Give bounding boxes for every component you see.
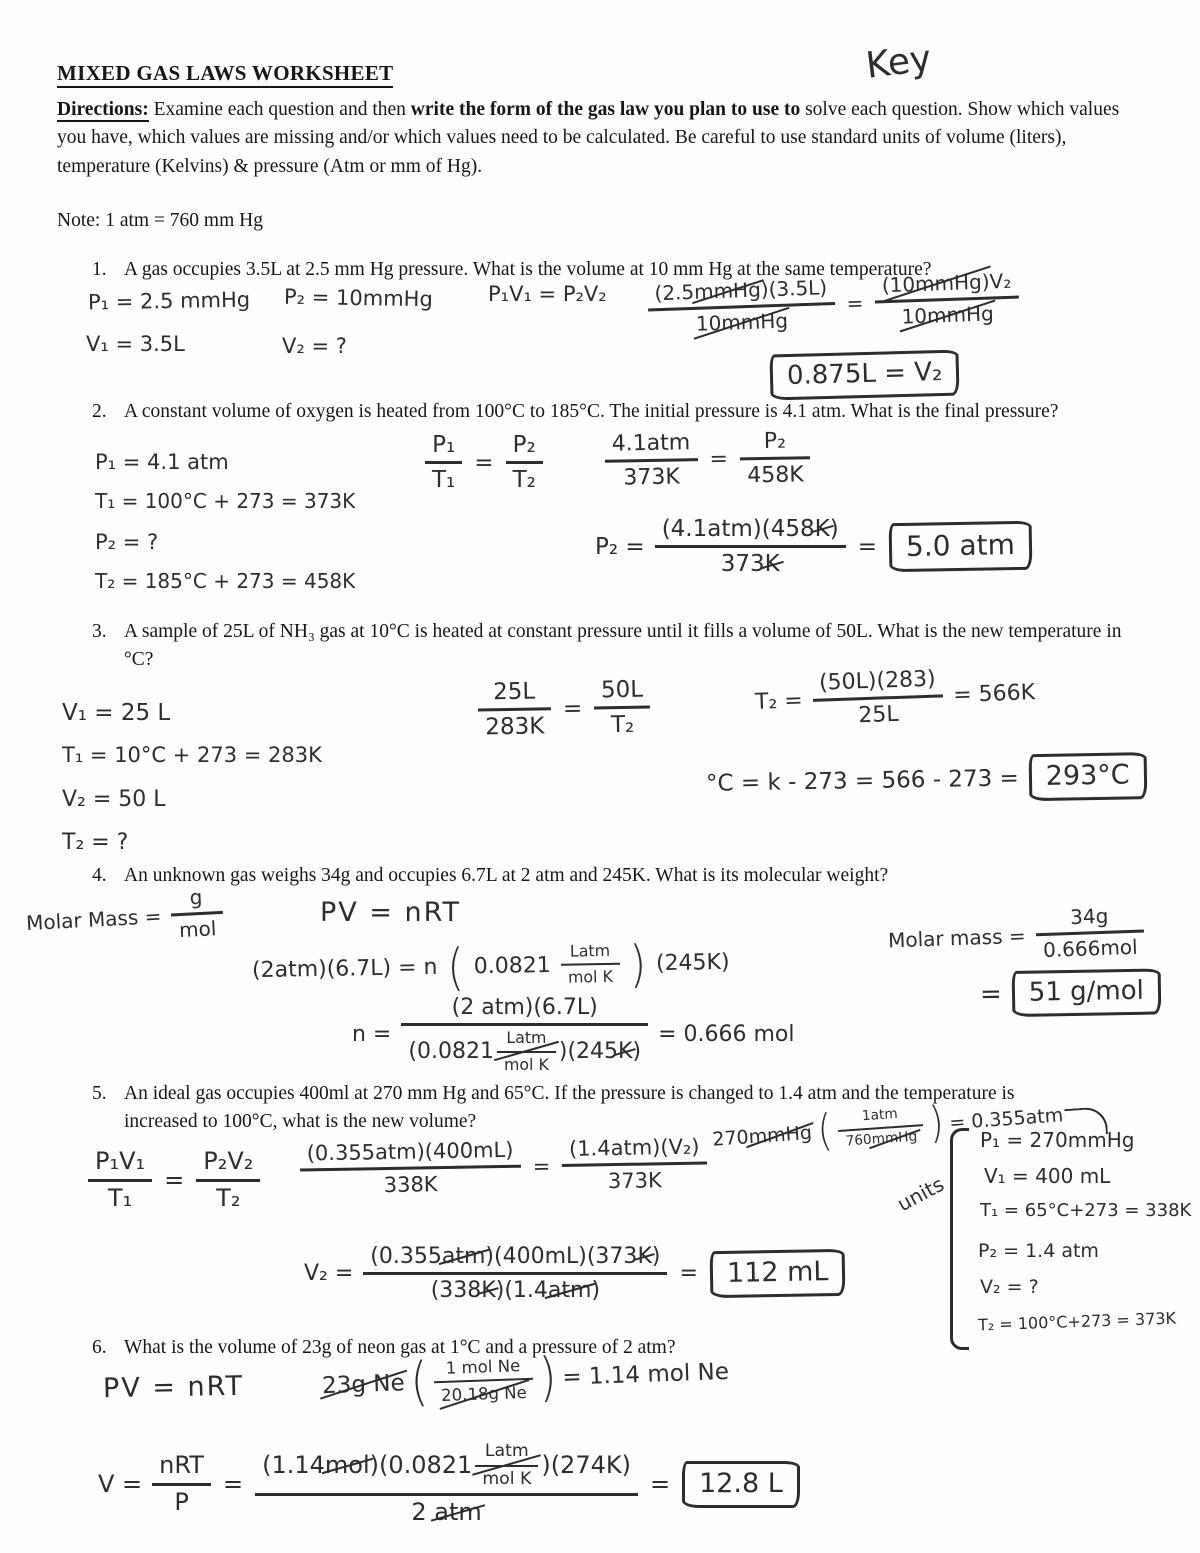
- q2-sub-d1: 373K: [623, 464, 680, 491]
- q6-v-den: P: [174, 1487, 189, 1516]
- q4-molar-mass-calc: [887, 904, 1145, 968]
- q1-sub-lhs-fraction: [647, 276, 835, 337]
- q1-rhs-v2: V₂: [989, 268, 1012, 294]
- q3-substitution: [477, 677, 650, 742]
- q2-given-p2: P₂ = ?: [95, 530, 159, 554]
- q5-solve-d1: (338: [430, 1278, 482, 1304]
- q3-given-t2: T₂ = ?: [62, 830, 129, 855]
- q6-text: What is the volume of 23g of neon gas at 1°C and a pressure of 2 atm?: [124, 1337, 676, 1358]
- q4-answer: 51 g/mol: [1028, 975, 1145, 1008]
- q2-sub-equals: =: [709, 446, 729, 473]
- question-2: [92, 398, 1114, 426]
- q1-substitution: [647, 270, 1020, 338]
- q2-solve-num-close: ): [829, 516, 839, 542]
- q5-sub-n2: (1.4atm)(V₂): [562, 1134, 707, 1167]
- q4-sub-lhs: (2atm)(6.7L) = n: [251, 954, 438, 983]
- q4-molar-label: Molar Mass =: [25, 903, 162, 935]
- q1-given-v2: V₂ = ?: [282, 334, 347, 358]
- q6-v-lhs: V =: [98, 1470, 143, 1499]
- q3-solve-den: 25L: [858, 702, 900, 729]
- q4-n-den-unit-num: Latm: [497, 1029, 556, 1052]
- q5-unit-t2: T₂ = 100°C+273 = 373K: [977, 1308, 1177, 1335]
- q2-sub-n2: P₂: [739, 428, 810, 461]
- q1-gas-law: P₁V₁ = P₂V₂: [488, 282, 607, 306]
- q6-big-n3: )(0.0821: [369, 1451, 473, 1480]
- q2-solve-den: 373: [720, 551, 765, 578]
- q6-equals-2: =: [649, 1470, 671, 1499]
- q5-solve-d5: ): [591, 1278, 601, 1304]
- q2-law-p2: P₂: [506, 432, 543, 464]
- page-title: [57, 58, 393, 88]
- q4-n-num: (2 atm)(6.7L): [401, 995, 648, 1026]
- q1-rhs-num-cancelled: (10mmHg): [881, 269, 990, 298]
- directions-text-bold: write the form of the gas law you plan to use to: [410, 99, 801, 120]
- directions-text-1: Examine each question and then: [148, 99, 411, 120]
- q5-solve-n1: (0.355: [370, 1244, 442, 1269]
- q6-mol-num: 1 mol Ne: [433, 1356, 533, 1384]
- q6-mol-result: = 1.14 mol Ne: [561, 1358, 730, 1391]
- q6-r-unit-num: Latm: [475, 1442, 538, 1467]
- q2-sub-n1: 4.1atm: [604, 430, 697, 463]
- q5-sub-d2: 373K: [607, 1168, 662, 1194]
- q4-r-unit-den: mol K: [567, 967, 614, 987]
- q4-mm-den: 0.666mol: [1042, 934, 1138, 963]
- q4-n-den-r: (0.0821: [408, 1038, 494, 1064]
- units-label: units: [893, 1171, 948, 1217]
- note: Note: 1 atm = 760 mm Hg: [57, 210, 263, 231]
- q3-sub-n1: 25L: [477, 678, 551, 712]
- q6-answer-box: [682, 1461, 800, 1508]
- q4-n-den-unit-den: mol K: [503, 1054, 549, 1074]
- q2-text: A constant volume of oxygen is heated from 100°C to 185°C. The initial pressure is 4.1 atm. What is the final pressure?: [124, 401, 1059, 422]
- q1-given-p2: P₂ = 10mmHg: [283, 284, 433, 312]
- q2-gas-law: [425, 432, 543, 494]
- q5-unit-t1: T₁ = 65°C+273 = 338K: [980, 1200, 1192, 1221]
- q6-equals-1: =: [222, 1470, 244, 1499]
- q3-number: 3.: [92, 621, 107, 642]
- q4-n-den-t: )(245: [558, 1038, 619, 1064]
- q4-mm-equals: =: [979, 979, 1003, 1010]
- q5-substitution: [300, 1134, 708, 1198]
- q3-sub-equals: =: [562, 695, 583, 722]
- q4-open-paren: (: [446, 937, 465, 997]
- q2-solve: [595, 516, 1032, 578]
- q6-r-unit-den: mol K: [482, 1468, 532, 1489]
- q3-solve-num: (50L)(283): [812, 666, 944, 702]
- q2-answer: 5.0 atm: [905, 528, 1016, 564]
- q5-solve-equals: =: [679, 1261, 698, 1287]
- q4-n-den-k-cancelled: K: [618, 1038, 633, 1064]
- q4-n-result: = 0.666 mol: [658, 1021, 795, 1047]
- q5-answer-box: [710, 1249, 846, 1298]
- q3-answer-box: [1028, 752, 1147, 801]
- q6-mol-den-cancelled: 20.18g Ne: [440, 1383, 528, 1405]
- q6-big-d2-cancelled: atm: [434, 1497, 482, 1526]
- q5-conv-num: 1atm: [837, 1105, 924, 1132]
- q5-unit-v2: V₂ = ?: [980, 1276, 1039, 1298]
- q5-law-d2: T₂: [216, 1183, 241, 1212]
- q6-mass-cancelled: 23g Ne: [321, 1370, 406, 1400]
- q5-conv-open-paren: (: [816, 1104, 834, 1157]
- q5-gas-law: [88, 1148, 260, 1212]
- q5-law-n1: P₁V₁: [88, 1148, 152, 1182]
- q5-solve-d4-cancelled: atm: [547, 1278, 592, 1304]
- q5-unit-v1: V₁ = 400 mL: [984, 1164, 1111, 1188]
- q2-law-t1: T₁: [432, 467, 456, 494]
- q3-solve-lhs: T₂ =: [754, 688, 804, 716]
- q1-sub-num-2-cancelled: mmHg: [693, 277, 762, 304]
- q5-solve-d3: )(1.4: [495, 1278, 548, 1304]
- q4-mm-num: 34g: [1035, 904, 1144, 937]
- q3-given-v1: V₁ = 25 L: [62, 700, 171, 726]
- q3-solve-result: = 566K: [952, 680, 1036, 709]
- q5-unit-p2: P₂ = 1.4 atm: [978, 1240, 1099, 1262]
- q6-solve: [98, 1442, 800, 1526]
- q4-number: 4.: [92, 865, 107, 886]
- directions: [57, 96, 1142, 181]
- q2-solve-num-k-cancelled: K: [814, 516, 830, 542]
- q5-solve: [304, 1244, 845, 1304]
- q3-solve: [754, 663, 1036, 732]
- q4-molar-num: g: [170, 885, 223, 917]
- q5-solve-n5: ): [651, 1244, 661, 1269]
- q2-solve-den-k-cancelled: K: [764, 551, 780, 578]
- q5-answer: 112 mL: [726, 1256, 829, 1290]
- q5-solve-n3: )(400mL)(373: [485, 1244, 638, 1269]
- q1-text: A gas occupies 3.5L at 2.5 mm Hg pressure. What is the volume at 10 mm Hg at the same temperature?: [124, 259, 932, 280]
- q5-conv-value: 270: [711, 1126, 750, 1151]
- q5-conv-close-paren: ): [927, 1097, 946, 1149]
- q1-answer-box: [769, 350, 960, 401]
- q5-solve-n2-cancelled: atm: [441, 1244, 486, 1269]
- q1-number: 1.: [92, 259, 107, 280]
- q6-big-n1: (1.14: [262, 1451, 325, 1480]
- q5-sub-n1: (0.355atm)(400mL): [300, 1138, 521, 1172]
- q2-solve-lhs: P₂ =: [595, 533, 645, 560]
- q4-molar-mass-definition: [25, 885, 224, 950]
- q4-molar-den: mol: [178, 916, 217, 943]
- q1-given-v1: V₁ = 3.5L: [86, 332, 185, 356]
- directions-text-2: solve each question. Show which values you have, which values are missing and/or which values need to be calculated. Be careful to use standard units of volume (liters), temperature (Kelvins) & pressure (Atm or mm of Hg).: [57, 99, 1120, 177]
- q6-answer: 12.8 L: [699, 1467, 783, 1499]
- q4-r-unit-num: Latm: [560, 942, 619, 966]
- q5-solve-d2-cancelled: K: [481, 1278, 496, 1304]
- q6-big-n2-cancelled: mol: [324, 1451, 370, 1480]
- q2-sub-d2: 458K: [747, 462, 804, 489]
- q3-sub-d1: 283K: [485, 713, 545, 741]
- q3-sub-d2: T₂: [610, 712, 635, 739]
- q4-n-den-units-cancelled: [497, 1029, 556, 1073]
- q2-solve-equals: =: [857, 533, 877, 560]
- q2-substitution: [604, 428, 810, 491]
- q4-temp-term: (245K): [655, 949, 730, 976]
- q5-sub-d1: 338K: [383, 1172, 438, 1198]
- q4-answer-row: [980, 968, 1162, 1017]
- q6-close-paren: ): [538, 1346, 558, 1409]
- q1-sub-rhs-fraction: [874, 270, 1019, 330]
- q2-law-t2: T₂: [512, 467, 536, 494]
- q6-big-n4: )(274K): [541, 1451, 631, 1480]
- q4-gas-law: PV = nRT: [320, 897, 461, 928]
- directions-label: Directions:: [57, 99, 149, 120]
- q6-gas-law: PV = nRT: [102, 1370, 245, 1405]
- q4-solve-n: [352, 995, 794, 1074]
- q6-v-num: nRT: [152, 1452, 211, 1486]
- q1-answer: 0.875L = V₂: [786, 356, 943, 392]
- q6-big-d1: 2: [411, 1497, 427, 1526]
- q6-number: 6.: [92, 1337, 107, 1358]
- q4-n-den-close: ): [632, 1038, 642, 1064]
- q3-text: A sample of 25L of NH₃ gas at 10°C is heated at constant pressure until it fills a volume of 50L. What is the new temperature in °C?: [124, 621, 1122, 670]
- page-title-text: MIXED GAS LAWS WORKSHEET: [57, 61, 393, 88]
- units-bracket: [950, 1128, 969, 1350]
- q5-number: 5.: [92, 1083, 107, 1104]
- q4-substitution: [251, 934, 730, 997]
- q5-sub-equals: =: [532, 1153, 551, 1179]
- q3-given-v2: V₂ = 50 L: [62, 787, 166, 812]
- q2-solve-num: (4.1atm)(458: [661, 516, 815, 542]
- q5-solve-n4-cancelled: K: [637, 1244, 652, 1269]
- q5-text: An ideal gas occupies 400ml at 270 mm Hg and 65°C. If the pressure is changed to 1.4 atm and the temperature is increased to 100°C, what is the new volume?: [124, 1083, 1015, 1132]
- q5-solve-lhs: V₂ =: [304, 1261, 354, 1287]
- q1-equals: =: [846, 290, 864, 316]
- q6-open-paren: (: [409, 1351, 429, 1414]
- q5-conv-result: = 0.355atm: [948, 1104, 1064, 1134]
- q2-given-t1: T₁ = 100°C + 273 = 373K: [95, 489, 356, 513]
- q5-conv-den-value: 760: [845, 1131, 873, 1150]
- q4-answer-box: [1011, 968, 1161, 1017]
- q4-mm-label: Molar mass =: [887, 923, 1026, 952]
- q5-conv-unit-cancelled: mmHg: [747, 1121, 813, 1148]
- q3-convert-expression: °C = k - 273 = 566 - 273 =: [705, 764, 1020, 797]
- q3-answer: 293°C: [1045, 759, 1130, 792]
- q3-given-t1: T₁ = 10°C + 273 = 283K: [62, 743, 322, 767]
- q5-law-equals: =: [164, 1166, 185, 1195]
- q2-given-t2: T₂ = 185°C + 273 = 458K: [95, 569, 356, 593]
- q3-sub-n2: 50L: [594, 677, 651, 710]
- q5-law-n2: P₂V₂: [196, 1148, 260, 1182]
- q4-text: An unknown gas weighs 34g and occupies 6.7L at 2 atm and 245K. What is its molecular weight?: [124, 865, 889, 886]
- q4-r-value: 0.0821: [473, 952, 551, 980]
- q2-answer-box: [889, 521, 1033, 572]
- q2-number: 2.: [92, 401, 107, 422]
- key-annotation: Key: [863, 38, 934, 87]
- q5-law-d1: T₁: [107, 1183, 133, 1212]
- q2-law-equals: =: [474, 449, 494, 476]
- q1-rhs-den-cancelled: 10mmHg: [901, 301, 995, 329]
- q4-n-lhs: n =: [352, 1021, 392, 1047]
- q3-conversion: [706, 752, 1147, 807]
- question-4: [92, 862, 1124, 890]
- q1-sub-den-cancelled: 10mmHg: [695, 308, 789, 336]
- q6-r-units-cancelled: [475, 1442, 538, 1490]
- q1-sub-num-1: (2.5: [654, 279, 695, 306]
- q1-given-p1: P₁ = 2.5 mmHg: [87, 287, 251, 315]
- q1-sub-num-3: )(3.5L): [760, 275, 828, 302]
- q2-law-p1: P₁: [425, 432, 462, 464]
- q4-close-paren: ): [629, 934, 647, 994]
- q5-conv-den-unit-cancelled: mmHg: [871, 1128, 918, 1148]
- q5-unit-p1: P₁ = 270mmHg: [980, 1128, 1135, 1152]
- q2-given-p1: P₁ = 4.1 atm: [95, 450, 229, 474]
